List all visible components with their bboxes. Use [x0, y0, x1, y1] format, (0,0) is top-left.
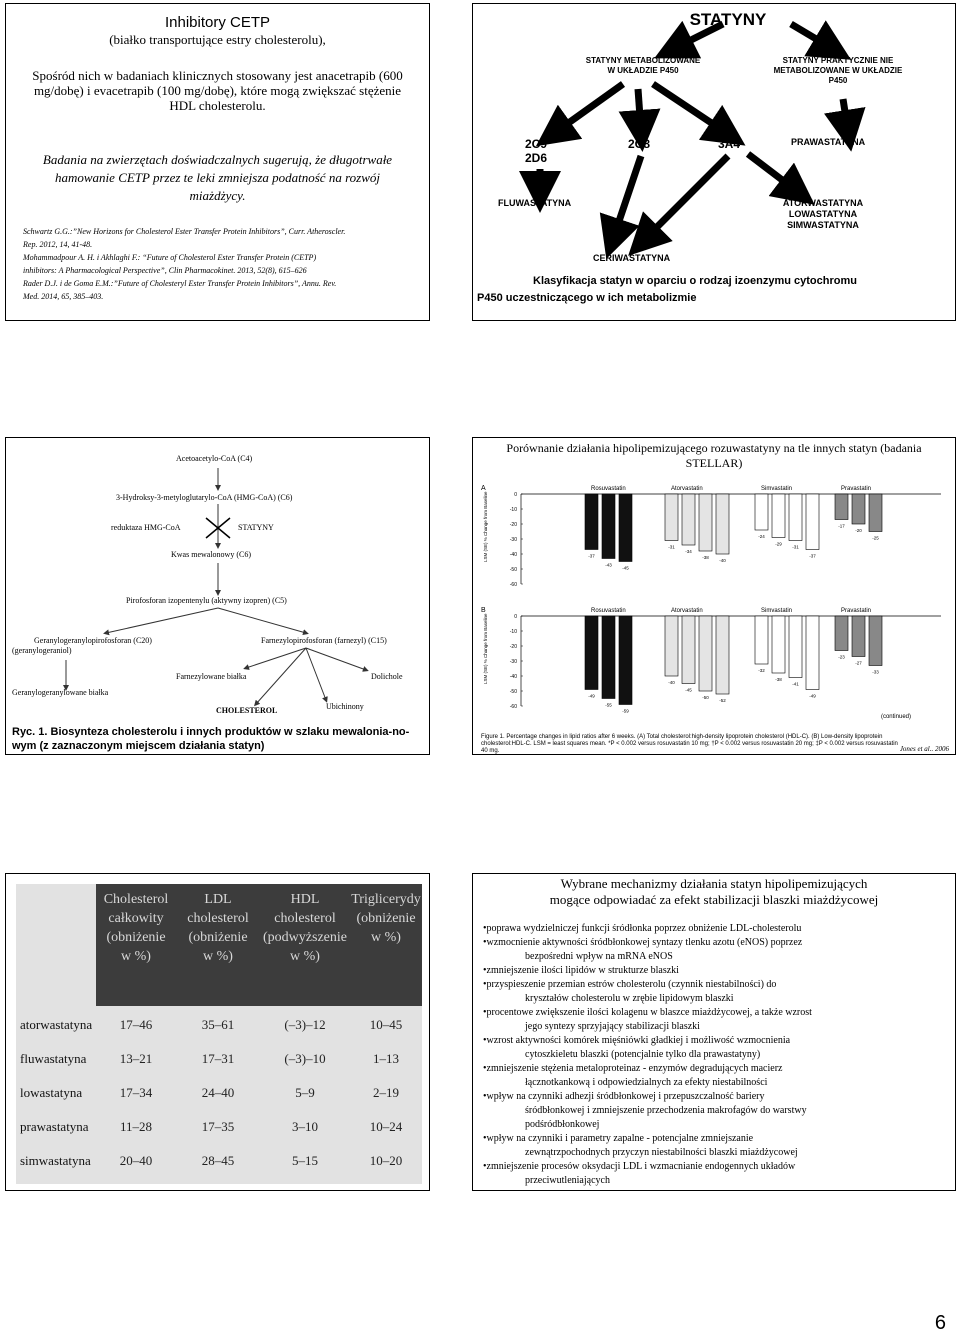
data-label: -31	[668, 544, 675, 550]
enzyme-3a4: 3A4	[718, 137, 741, 151]
header-ldl	[178, 890, 258, 966]
slide-statin-mechanisms	[472, 873, 956, 1191]
data-label: -17	[838, 523, 845, 529]
bar	[835, 616, 848, 651]
node-farnesyl-pp: Farnezylopirofosforan (farnezyl) (C15)	[261, 636, 387, 645]
list-item	[483, 936, 947, 964]
title-line: Wybrane mechanizmy działania statyn hipolipemizujących	[560, 876, 868, 891]
y-tick-label: 0	[514, 614, 517, 620]
data-label: -20	[855, 528, 862, 533]
list-item	[483, 1062, 947, 1090]
stellar-bar-charts	[473, 474, 956, 734]
list-item-text: •poprawa wydzielniczej funkcji śródłonka poprzez obniżenie LDL-cholesterolu	[483, 923, 802, 934]
bar	[869, 616, 882, 666]
list-item	[483, 964, 947, 978]
enzyme-2d6: 2D6	[525, 151, 548, 165]
data-label: -43	[605, 562, 612, 568]
node-ubiquinones: Ubichinony	[326, 702, 364, 711]
header-line: w %)	[290, 949, 320, 964]
bar	[716, 494, 729, 554]
list-item-text: •procentowe zwiększenie ilości kolagenu w blaszce miażdżycowej, a także wzrost	[483, 1007, 812, 1018]
y-tick-label: -10	[509, 507, 517, 513]
header-line: LDL	[204, 892, 232, 907]
header-total-cholesterol	[96, 890, 176, 966]
bar	[699, 616, 712, 691]
node-mevalonic-acid: Kwas mewalonowy (C6)	[171, 550, 251, 559]
list-item-continuation: łącznotkankową i odpowiedzialnych za efekty niestabilności	[525, 1077, 768, 1088]
figure-caption: Figure 1. Percentage changes in lipid ratios after 6 weeks. (A) Total cholesterol:high-density lipoprotein cholesterol (HDL-C). (B) Low-density lipoprotein cholesterol:HDL-C. LSM = least squares mean. *P < 0.002 versus rosuvastatin 10 mg; †P < 0.002 versus rosuvastatin 20 mg; ‡P < 0.002 versus rosuvastatin 40 mg.	[481, 734, 898, 754]
cell: 17–34	[119, 1085, 153, 1100]
pravastatin-label: PRAWASTATYNA	[791, 137, 866, 147]
data-label: -25	[872, 535, 879, 541]
y-tick-label: -60	[509, 582, 517, 588]
data-label: -23	[838, 654, 845, 660]
y-tick-label: -50	[509, 689, 517, 695]
atorvastatin-label: ATORWASTATYNA	[782, 198, 864, 208]
figure-caption-2: wym (z zaznaczonym miejscem działania statyn)	[12, 740, 265, 752]
data-label: -32	[758, 668, 765, 673]
node-cholesterol: CHOLESTEROL	[216, 706, 278, 715]
list-item-text: •zmniejszenie stężenia metaloproteinaz - enzymów degradujących macierz	[483, 1063, 783, 1074]
row-label: prawastatyna	[20, 1119, 89, 1134]
source-citation: Jones et al.. 2006	[899, 745, 949, 753]
header-line: całkowity	[108, 911, 164, 926]
header-line: w %)	[371, 930, 401, 945]
cell: 3–10	[292, 1119, 318, 1134]
cell: 20–40	[119, 1153, 153, 1168]
bar	[665, 494, 678, 541]
bar	[772, 494, 785, 538]
data-label: -41	[792, 681, 799, 687]
y-tick-label: -60	[509, 704, 517, 710]
bar	[699, 494, 712, 551]
node-hmg-coa-reductase: reduktaza HMG-CoA	[111, 523, 181, 532]
cell: 11–28	[119, 1119, 153, 1134]
node-dolichols: Dolichole	[371, 672, 403, 681]
list-item-text: •przyspieszenie przemian estrów cholesterolu (czynnik niestabilności) do	[483, 979, 777, 990]
bar	[806, 616, 819, 690]
data-label: -24	[758, 534, 765, 539]
slide-mevalonate-pathway	[5, 437, 430, 755]
data-label: -45	[685, 687, 692, 693]
y-tick-label: -20	[509, 644, 517, 650]
bar	[755, 616, 768, 664]
enzyme-2c9: 2C9	[525, 137, 548, 151]
data-label: -40	[668, 680, 675, 685]
list-item	[483, 922, 947, 936]
data-label: -52	[719, 698, 726, 703]
node-statins: STATYNY	[238, 523, 274, 532]
data-label: -37	[809, 553, 816, 559]
reference-line: Schwartz G.G.:”New Horizons for Cholesterol Ester Transfer Protein Inhibitors”, Curr. Atheroscler.	[23, 227, 346, 236]
y-axis-label: LSM (SE) % Change from Baseline	[483, 491, 488, 562]
bar	[789, 616, 802, 678]
y-tick-label: 0	[514, 492, 517, 498]
cell: 10–24	[369, 1119, 403, 1134]
header-line: Cholesterol	[103, 892, 169, 907]
header-line: w %)	[121, 949, 151, 964]
data-label: -29	[775, 541, 782, 547]
row-label: simwastatyna	[20, 1153, 91, 1168]
header-line: Triglicerydy	[351, 892, 421, 907]
slide-subtitle: (białko transportujące estry cholesterolu),	[109, 32, 326, 47]
data-label: -59	[622, 708, 629, 714]
group-label: Pravastatin	[841, 608, 872, 614]
bar	[602, 616, 615, 699]
group-label: Simvastatin	[761, 486, 793, 492]
list-item-continuation: zewnątrzpochodnych przyczyn niestabilności blaszki miażdżycowej	[525, 1147, 798, 1158]
list-item-continuation: przeciwutleniających	[525, 1175, 610, 1186]
cell: 17–31	[201, 1051, 235, 1066]
group-label: Simvastatin	[761, 608, 793, 614]
cell: 35–61	[201, 1017, 235, 1032]
node-acetoacetyl-coa: Acetoacetylo-CoA (C4)	[176, 454, 253, 463]
y-tick-label: -20	[509, 522, 517, 528]
bar	[835, 494, 848, 520]
list-item-text: •zmniejszenie procesów oksydacji LDL i wzmacnianie endogennych układów	[483, 1161, 796, 1172]
header-line: (podwyższenie	[263, 930, 347, 945]
data-label: -27	[855, 660, 862, 666]
bar	[755, 494, 768, 530]
cell: 13–21	[119, 1051, 153, 1066]
list-item-text: •wpływ na czynniki adhezji śródbłonkowej i przepuszczalność bariery	[483, 1091, 765, 1102]
group-label: Rosuvastatin	[591, 486, 626, 492]
bar	[682, 494, 695, 545]
bar	[852, 616, 865, 657]
bar	[789, 494, 802, 541]
table-header	[96, 884, 422, 1006]
bar	[619, 494, 632, 562]
panel-label: B	[481, 607, 486, 614]
cell: 10–20	[369, 1153, 403, 1168]
list-item-text: •wzrost aktywności komórek mięśniówki gładkiej i możliwość wzmocnienia	[483, 1035, 791, 1046]
row-label: atorwastatyna	[20, 1017, 93, 1032]
bar	[852, 494, 865, 524]
cell: 24–40	[201, 1085, 235, 1100]
node-geranylgeraniol: (geranylogeraniol)	[12, 646, 72, 655]
data-label: -45	[622, 565, 629, 571]
caption-line-1: Klasyfikacja statyn w oparciu o rodzaj izoenzymu cytochromu	[533, 275, 857, 287]
cell: 10–45	[369, 1017, 403, 1032]
header-line: (obniżenie	[356, 911, 416, 926]
y-tick-label: -40	[509, 552, 517, 558]
bar	[716, 616, 729, 694]
bar	[619, 616, 632, 705]
bar	[665, 616, 678, 676]
list-item-text: •wzmocnienie aktywności śródbłonkowej syntazy tlenku azotu (eNOS) poprzez	[483, 937, 803, 948]
bar	[585, 616, 598, 690]
list-item-continuation: jego syntezy sprzyjający stabilizacji blaszki	[525, 1021, 700, 1032]
statins-label: STATYNY	[689, 10, 767, 29]
fluvastatin-label: FLUWASTATYNA	[498, 198, 572, 208]
y-tick-label: -50	[509, 567, 517, 573]
data-label: -55	[605, 702, 612, 708]
list-item	[483, 1160, 947, 1188]
slide-cetp-inhibitors	[5, 3, 430, 321]
references	[23, 225, 429, 303]
node-geranylgeranyl-pp: Geranylogeranylopirofosforan (C20)	[34, 636, 152, 645]
data-label: -40	[719, 558, 726, 563]
cell: 5–15	[292, 1153, 318, 1168]
bar	[602, 494, 615, 559]
y-tick-label: -30	[509, 537, 517, 543]
cell: 5–9	[295, 1085, 315, 1100]
data-label: -38	[775, 677, 782, 682]
header-line: (obniżenie	[106, 930, 166, 945]
panel-label: A	[481, 485, 486, 492]
header-line: cholesterol	[274, 911, 336, 926]
data-label: -33	[872, 669, 879, 675]
enzyme-2c8: 2C8	[628, 137, 651, 151]
reference-line: Rep. 2012, 14, 41-48.	[23, 240, 93, 249]
header-line: w %)	[203, 949, 233, 964]
row-label: fluwastatyna	[20, 1051, 87, 1066]
data-label: -38	[702, 555, 709, 560]
cell: 17–46	[119, 1017, 153, 1032]
list-item	[483, 1090, 947, 1132]
cell: 2–19	[373, 1085, 399, 1100]
list-item	[483, 1034, 947, 1062]
page-number: 6	[934, 1312, 946, 1334]
slide-title	[473, 876, 955, 908]
figure-caption-1: Ryc. 1. Biosynteza cholesterolu i innych produktów w szlaku mewalonia-no-	[12, 726, 410, 738]
y-tick-label: -10	[509, 629, 517, 635]
y-axis-label: LSM (SE) % Change from Baseline	[483, 613, 488, 684]
row-label: lowastatyna	[20, 1085, 83, 1100]
list-item	[483, 1006, 947, 1034]
slide-stellar-comparison	[472, 437, 956, 755]
non-metabolized-group: STATYNY PRAKTYCZNIE NIE METABOLIZOWANE W UKŁADZIE P450	[773, 56, 903, 85]
simvastatin-label: SIMWASTATYNA	[787, 220, 859, 230]
y-tick-label: -30	[509, 659, 517, 665]
bar	[869, 494, 882, 532]
node-isopentenyl-pp: Pirofosforan izopentenylu (aktywny izopren) (C5)	[126, 596, 287, 605]
bar	[806, 494, 819, 550]
list-item	[483, 1132, 947, 1160]
paragraph-animal-studies: Badania na zwierzętach doświadczalnych sugerują, że długotrwałe hamowanie CETP przez te leki zmniejsza podatność na rozwój miażdżycy.	[42, 152, 393, 203]
data-label: -37	[588, 553, 595, 559]
header-triglycerides	[346, 890, 426, 947]
reference-line: Med. 2014, 65, 385–403.	[23, 292, 104, 301]
paragraph-clinical: Spośród nich w badaniach klinicznych stosowany jest anacetrapib (600 mg/dobę) i evacetrapib (100 mg/dobę), które mogą zwiększać stężenie HDL cholesterolu.	[32, 68, 403, 113]
header-line: (obniżenie	[188, 930, 248, 945]
list-item-continuation: bezpośredni wpływ na mRNA eNOS	[525, 951, 673, 962]
cell: (–3)–12	[284, 1017, 326, 1032]
header-line: cholesterol	[187, 911, 249, 926]
data-label: -31	[792, 544, 799, 550]
slide-statin-lipid-table	[5, 873, 430, 1191]
title-line: mogące odpowiadać za efekt stabilizacji blaszki miażdżycowej	[549, 892, 879, 907]
header-hdl	[260, 890, 350, 966]
node-farnesylated-proteins: Farnezylowane białka	[176, 672, 247, 681]
data-label: -50	[702, 695, 709, 700]
data-label: -49	[588, 693, 595, 699]
group-label: Atorvastatin	[671, 608, 703, 614]
list-item-text: •zmniejszenie ilości lipidów w strukturze blaszki	[483, 965, 679, 976]
data-label: -34	[685, 549, 692, 554]
list-item	[483, 978, 947, 1006]
caption-line-2: P450 uczestniczącego w ich metabolizmie	[477, 292, 697, 304]
list-item-text: •wpływ na czynniki i parametry zapalne - potencjalne zmniejszanie	[483, 1133, 754, 1144]
slide-title: Porównanie działania hipolipemizującego rozuwastatyny na tle innych statyn (badania STELLAR)	[506, 441, 922, 470]
list-item-continuation: cytoszkieletu blaszki (potencjalnie tylko dla prawastatyny)	[525, 1049, 761, 1060]
cell: 28–45	[201, 1153, 235, 1168]
slide-statin-classification	[472, 3, 956, 321]
cell: 17–35	[201, 1119, 235, 1134]
reference-line: inhibitors: A Pharmacological Perspective”, Clin Pharmacokinet. 2013, 52(8), 615–626	[23, 266, 307, 275]
header-line: HDL	[290, 892, 320, 907]
metabolized-group: STATYNY METABOLIZOWANE W UKŁADZIE P450	[585, 56, 701, 75]
node-geranylgeranylated-proteins: Geranylogeranylowane białka	[12, 688, 109, 697]
bar	[772, 616, 785, 673]
reference-line: Mohammadpour A. H. i Akhlaghi F.: “Future of Cholesterol Ester Transfer Protein (CETP)	[23, 253, 317, 262]
list-item-continuation: podśródbłonkowej	[525, 1119, 600, 1130]
group-label: Atorvastatin	[671, 486, 703, 492]
y-tick-label: -40	[509, 674, 517, 680]
group-label: Rosuvastatin	[591, 608, 626, 614]
group-label: Pravastatin	[841, 486, 872, 492]
bar	[585, 494, 598, 550]
bar	[682, 616, 695, 684]
data-label: -49	[809, 693, 816, 699]
node-hmg-coa: 3-Hydroksy-3-metyloglutarylo-CoA (HMG-CoA) (C6)	[116, 493, 293, 502]
continued-label: (continued)	[880, 714, 911, 720]
mechanisms-list	[473, 922, 955, 1188]
cell: 1–13	[373, 1051, 399, 1066]
reference-line: Rader D.J. i de Goma E.M.:”Future of Cholesteryl Ester Transfer Protein Inhibitors”, Annu. Rev.	[23, 279, 337, 288]
slide-title: Inhibitory CETP	[164, 14, 271, 31]
cell: (–3)–10	[284, 1051, 326, 1066]
lovastatin-label: LOWASTATYNA	[788, 209, 858, 219]
list-item-continuation: śródbłonkowej i zmniejszenie przechodzenia makrofagów do warstwy	[525, 1105, 807, 1116]
cerivastatin-label: CERIWASTATYNA	[593, 253, 671, 263]
lipid-effects-table	[16, 884, 422, 1184]
list-item-continuation: kryształów cholesterolu w zrębie lipidowym blaszki	[525, 993, 734, 1004]
